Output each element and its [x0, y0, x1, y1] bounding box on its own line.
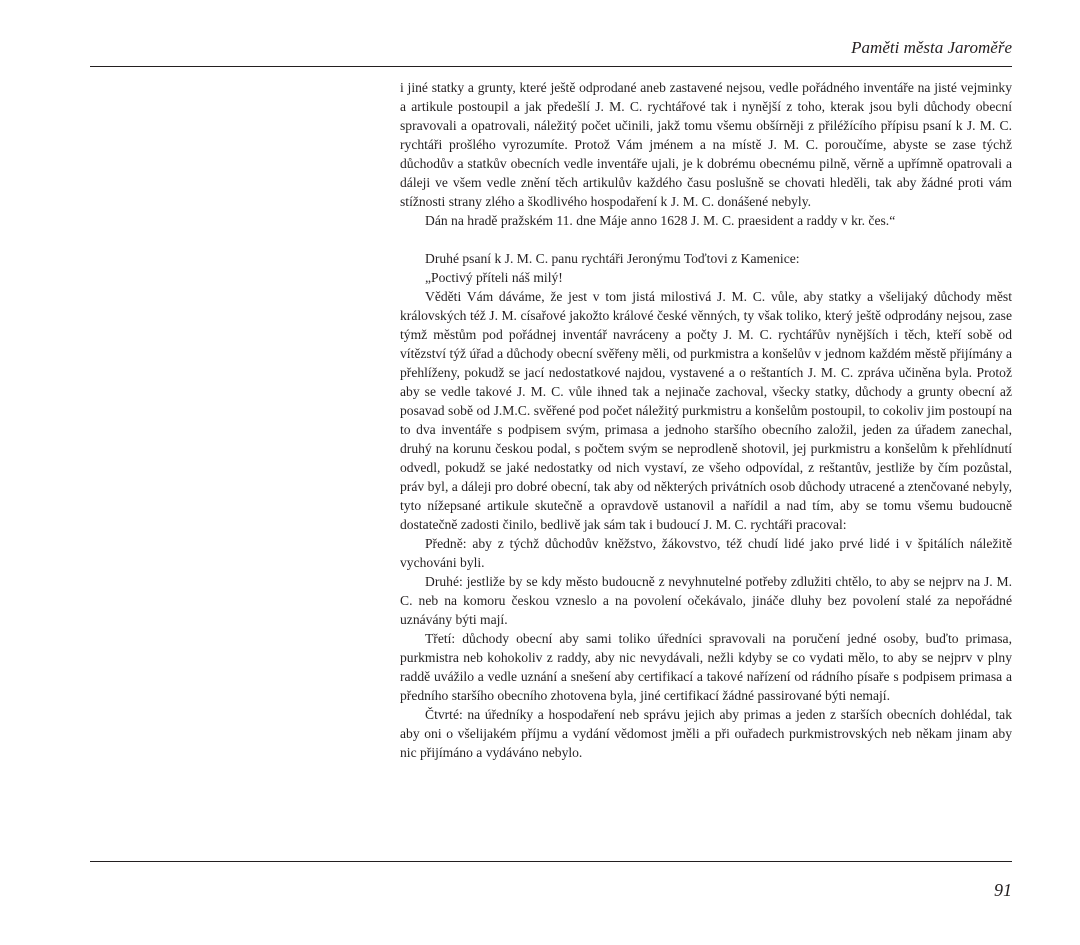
paragraph-gap: [400, 230, 1012, 249]
running-head: Paměti města Jaroměře: [851, 38, 1012, 57]
footer-rule: [90, 861, 1012, 862]
page-number: 91: [994, 880, 1012, 900]
paragraph: „Poctivý příteli náš milý!: [425, 270, 563, 285]
paragraph: i jiné statky a grunty, které ještě odprodané aneb zastavené nejsou, vedle pořádného inventáře na jisté vejminky a artikule postoupil a jak předešlí J. M. C. rychtářové tak i nynější z toho, kterak jsou byli důchody obecní spravovali a opatrovali, náležitý počet učinili, jakž tomu všemu obšírněji z přiléžícího přípisu psaní k J. M. C. rychtáři prošlého vyrozumíte. Protož Vám jménem a na místě J. M. C. poroučíme, abyste se zase týchž důchodův a statkův obecních vedle inventáře ujali, je k dobrému obecnému pilně, věrně a upřímně opatrovali a dáleji ve všem vedle znění těch artikulův každého času poslušně se chovati hleděli, tak aby žádné proti vám stížnosti strany zlého a škodlivého hospodaření k J. M. C. donášené nebyly.: [400, 80, 1012, 209]
paragraph: Třetí: důchody obecní aby sami toliko úředníci spravovali na poručení jedné osoby, buďto primasa, purkmistra neb kohokoliv z raddy, aby nic nevydávali, nežli kdyby se co vydati mělo, to aby se nejprv v plny raddě uvážilo a vedle uznání a snešení aby certifikací a takové nařízení od rádního písaře s podpisem primasa a předního staršího obecního zhotovena byla, jiné certifikací žádné passirované býti nemají.: [400, 631, 1012, 703]
paragraph: Druhé: jestliže by se kdy město budoucně z nevyhnutelné potřeby zdlužiti chtělo, to aby se nejprv na J. M. C. neb na komoru českou vzneslo a na povolení očekávalo, jináče dluhy bez povolení stalé za nepořádné uznávány býti mají.: [400, 574, 1012, 627]
text-column: [400, 78, 1012, 762]
paragraph: Dán na hradě pražském 11. dne Máje anno 1628 J. M. C. praesident a raddy v kr. čes.“: [425, 213, 896, 228]
paragraph: Druhé psaní k J. M. C. panu rychtáři Jeronýmu Toďtovi z Kamenice:: [425, 251, 800, 266]
paragraph: Předně: aby z týchž důchodův kněžstvo, žákovstvo, též chudí lidé jako prvé lidé i v špitálích náležitě vychováni byli.: [400, 536, 1012, 570]
paragraph: Čtvrté: na úředníky a hospodaření neb správu jejich aby primas a jeden z starších obecních dohlédal, tak aby oni o všelijakém příjmu a vydání vědomost jměli a při ouřadech purkmistrovských neb někam jinam aby nic přijímáno a vydáváno nebylo.: [400, 707, 1012, 760]
header-rule: [90, 66, 1012, 67]
paragraph: Věděti Vám dáváme, že jest v tom jistá milostivá J. M. C. vůle, aby statky a všelijaký důchody měst královských též J. M. císařové jakožto králové české věnných, ty však toliko, který ještě odprodány nejsou, zase týmž městům pod pořádnej inventář navráceny a počty J. M. C. rychtářův nynějších i těch, kteří sobě od vítězství týž úřad a důchody obecní svěřeny měli, od purkmistra a konšelův v jednom každém městě přijímány a přehlíženy, pokudž se jací nedostatkové najdou, vystavené a o reštantích J. M. C. zpráva učiněna byla. Protož aby se vedle takové J. M. C. vůle ihned tak a nejinače zachoval, všecky statky, důchody a grunty obecní až posavad sobě od J.M.C. svěřené pod počet náležitý purkmistru a konšelům postoupil, to cokoliv jim postoupí na to dva inventáře s podpisem svým, primasa a jednoho staršího obecního založil, jeden za úřadem zanechal, druhý na korunu českou podal, s počtem svým se neprodleně shotovil, jej purkmistru a konšelům k přehlídnutí odvedl, pokudž se jaké nedostatky od nich vystaví, ze všeho odpovídal, z reštantův, jestliže by čím pozůstal, práv byl, a dáleji pro dobré obecní, tak aby od některých privátních osob důchody utracené a ztenčované nebyly, tyto nížepsané artikule skutečně a opravdově ustanovil a nařídil a nad tím, aby se tomu všemu budoucně dostatečně zadosti činilo, bedlivě jak sám tak i budoucí J. M. C. rychtáři pracoval:: [400, 289, 1012, 532]
